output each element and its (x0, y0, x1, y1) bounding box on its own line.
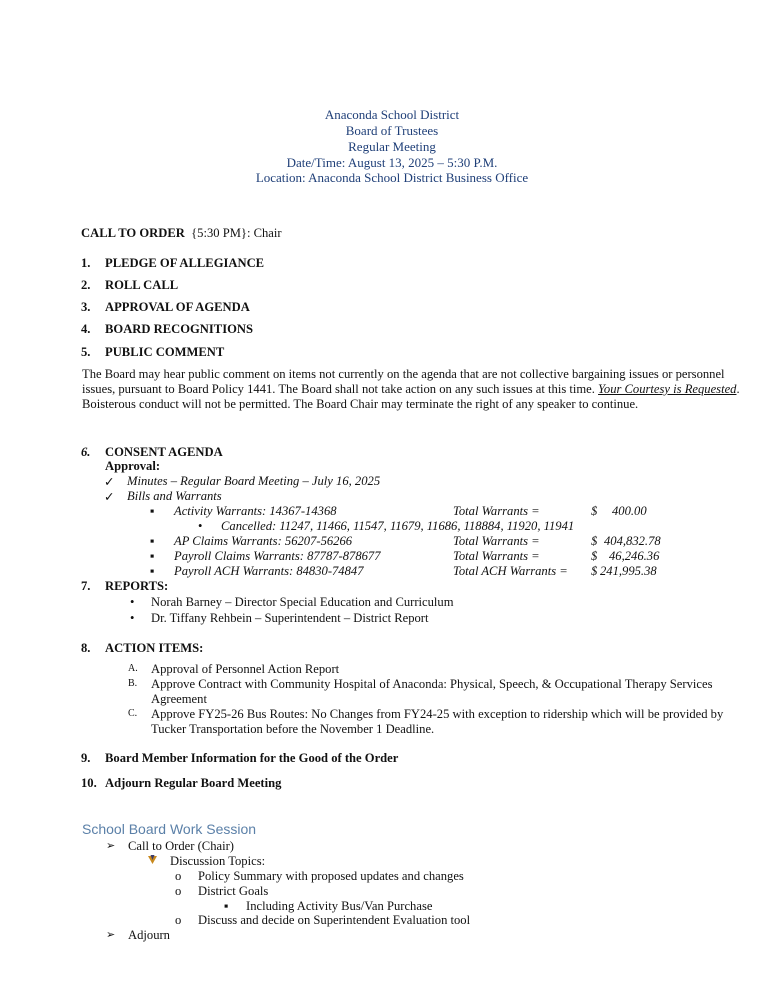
warrant-label: Payroll ACH Warrants: 84830-74847 (174, 564, 364, 578)
warrant-total-label: Total Warrants = (453, 534, 540, 548)
reports-heading (81, 579, 168, 594)
board-name: Board of Trustees (345, 123, 439, 138)
agenda-item (81, 776, 281, 791)
agenda-item-label: PUBLIC COMMENT (105, 345, 225, 359)
work-session-adjourn: Adjourn (128, 928, 170, 942)
warrant-label: Payroll Claims Warrants: 87787-878677 (174, 549, 381, 563)
warrant-amount: 46,246.36 (609, 549, 660, 563)
consent-agenda-heading (81, 445, 223, 460)
call-to-order-detail: {5:30 PM}: Chair (191, 226, 282, 240)
action-number: 8. (81, 641, 91, 655)
work-session-title: School Board Work Session (82, 821, 257, 837)
discussion-topics: Discussion Topics: (170, 854, 266, 868)
bullet-icon: • (198, 519, 203, 533)
call-to-order (81, 226, 282, 241)
warrant-currency: $ (591, 534, 598, 548)
square-bullet-icon: ▪ (150, 534, 155, 548)
agenda-item-number: 4. (81, 322, 91, 336)
agenda-item-number: 9. (81, 751, 91, 765)
circle-bullet-icon: o (175, 913, 182, 927)
agenda-item-label: ROLL CALL (105, 278, 179, 292)
action-letter: A. (128, 663, 138, 674)
warrant-total-label: Total ACH Warrants = (453, 564, 568, 578)
warrant-currency: $ (591, 549, 598, 563)
public-comment-paragraph (82, 367, 752, 412)
courtesy-notice: Your Courtesy is Requested (598, 382, 737, 396)
check-mark-icon: ✓ (104, 490, 115, 504)
warrant-currency: $ (591, 564, 598, 578)
action-item: Approval of Personnel Action Report (151, 662, 340, 676)
agenda-item-number: 2. (81, 278, 91, 292)
warrant-amount: 400.00 (612, 504, 647, 518)
agenda-item-label: Board Member Information for the Good of the Order (105, 751, 399, 765)
action-items-heading (81, 641, 203, 656)
district-name: Anaconda School District (324, 107, 460, 122)
agenda-item (81, 322, 253, 337)
warrant-currency: $ (591, 504, 598, 518)
warrant-label: Activity Warrants: 14367-14368 (174, 504, 337, 518)
work-session-call-to-order: Call to Order (Chair) (128, 839, 234, 853)
square-bullet-icon: ▪ (150, 549, 155, 563)
agenda-item (81, 256, 264, 271)
warrant-amount: 404,832.78 (604, 534, 661, 548)
circle-bullet-icon: o (175, 884, 182, 898)
action-item: Approve Contract with Community Hospital of Anaconda: Physical, Speech, & Occupational Therapy Services Agreement (151, 677, 713, 706)
agenda-item (81, 300, 250, 315)
action-item: Approve FY25-26 Bus Routes: No Changes from FY24-25 with exception to ridership which will be provided by Tucker Transportation before the November 1 Deadline. (151, 707, 724, 736)
agenda-item-number: 5. (81, 345, 91, 359)
consent-label: CONSENT AGENDA (105, 445, 223, 459)
topic-evaluation: Discuss and decide on Superintendent Evaluation tool (198, 913, 471, 927)
agenda-item (81, 278, 178, 293)
bullet-icon: • (130, 595, 135, 609)
action-letter: C. (128, 708, 138, 719)
approval-label: Approval: (105, 459, 161, 473)
agenda-item-number: 3. (81, 300, 91, 314)
bullet-icon: • (130, 611, 135, 625)
action-label: ACTION ITEMS: (105, 641, 204, 655)
warrant-total-label: Total Warrants = (453, 504, 540, 518)
agenda-item-label: APPROVAL OF AGENDA (105, 300, 250, 314)
warrant-amount: 241,995.38 (600, 564, 657, 578)
public-comment-text-after: . Boisterous conduct will not be permitted. The Board Chair may terminate the right of any speaker to continue. (82, 382, 740, 411)
arrow-bullet-icon: ➢ (106, 839, 116, 852)
public-comment-text: The Board may hear public comment on items not currently on the agenda that are not collective bargaining issues or personnel issues, pursuant to Board Policy 1441. The Board shall not take action on any such issues at this time. (82, 367, 725, 396)
agenda-item-label: Adjourn Regular Board Meeting (105, 776, 282, 790)
minutes-item: Minutes – Regular Board Meeting – July 16, 2025 (127, 474, 381, 488)
square-bullet-icon: ▪ (224, 899, 229, 913)
topic-goals: District Goals (198, 884, 269, 898)
reports-number: 7. (81, 579, 91, 593)
square-bullet-icon: ▪ (150, 504, 155, 518)
meeting-location: Location: Anaconda School District Business Office (255, 170, 529, 185)
bills-warrants-item: Bills and Warrants (127, 489, 222, 503)
square-bullet-icon: ▪ (150, 564, 155, 578)
cancelled-warrants: Cancelled: 11247, 11466, 11547, 11679, 11686, 118884, 11920, 11941 (221, 519, 575, 533)
topic-policy: Policy Summary with proposed updates and changes (198, 869, 464, 883)
call-to-order-label: CALL TO ORDER (81, 226, 185, 240)
agenda-item (81, 345, 224, 360)
arrow-bullet-icon: ➢ (106, 928, 116, 941)
warrant-total-label: Total Warrants = (453, 549, 540, 563)
action-letter: B. (128, 678, 138, 689)
agenda-item-number: 1. (81, 256, 91, 270)
report-item: Norah Barney – Director Special Education and Curriculum (151, 595, 454, 609)
arrow-down-icon (147, 854, 158, 865)
warrant-label: AP Claims Warrants: 56207-56266 (174, 534, 353, 548)
topic-bus-purchase: Including Activity Bus/Van Purchase (246, 899, 433, 913)
agenda-item-label: BOARD RECOGNITIONS (105, 322, 254, 336)
meeting-type: Regular Meeting (348, 139, 436, 154)
report-item: Dr. Tiffany Rehbein – Superintendent – District Report (151, 611, 429, 625)
consent-number: 6. (81, 445, 91, 459)
check-mark-icon: ✓ (104, 475, 115, 489)
meeting-datetime: Date/Time: August 13, 2025 – 5:30 P.M. (286, 155, 498, 170)
agenda-item (81, 751, 398, 766)
agenda-item-label: PLEDGE OF ALLEGIANCE (105, 256, 265, 270)
agenda-item-number: 10. (81, 776, 97, 790)
circle-bullet-icon: o (175, 869, 182, 883)
reports-label: REPORTS: (105, 579, 169, 593)
